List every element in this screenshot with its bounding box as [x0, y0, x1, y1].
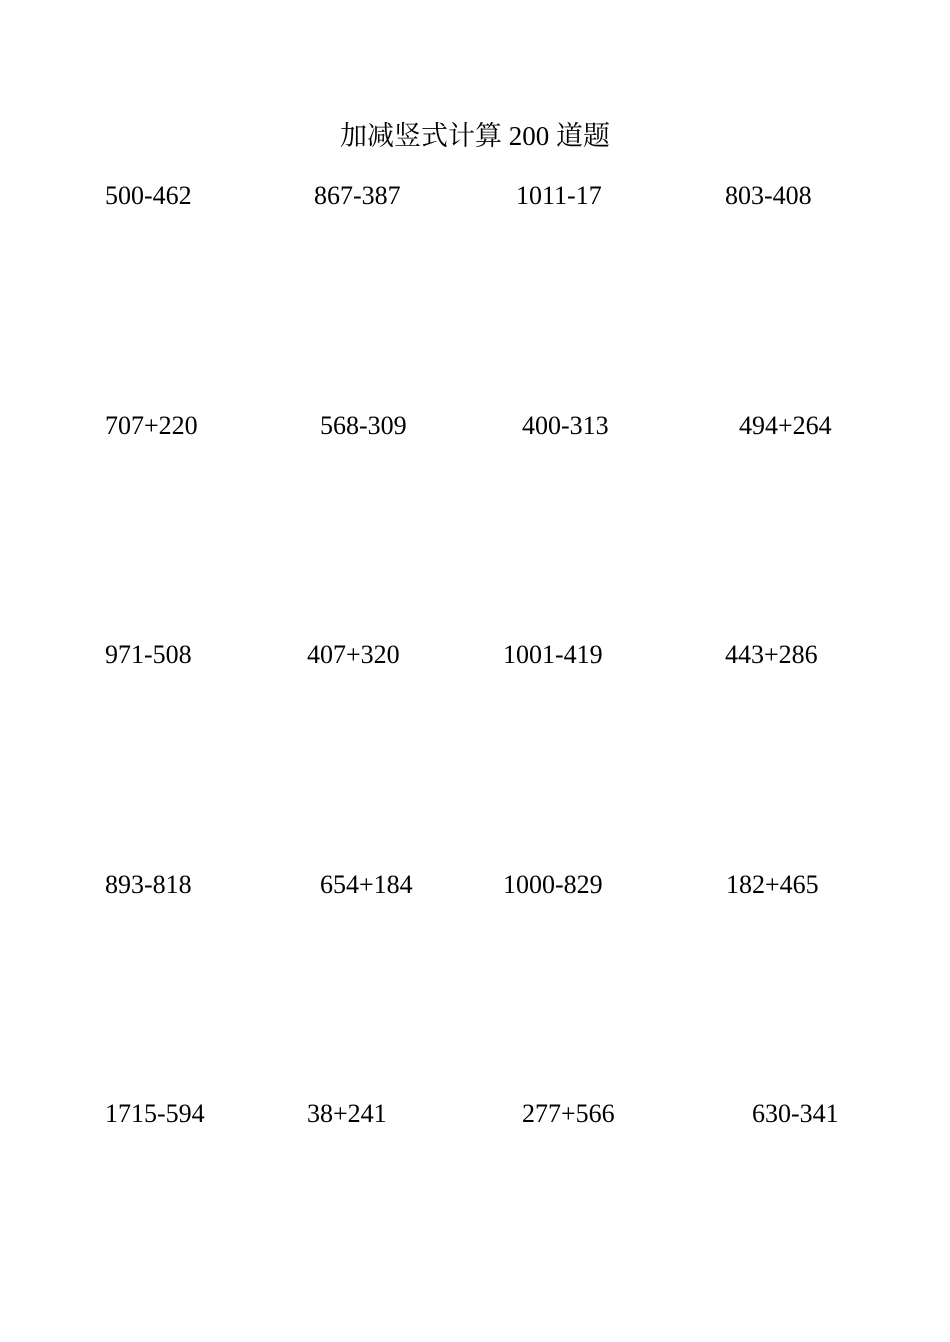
problem-r5-c3: 277+566	[522, 1099, 615, 1128]
problem-r1-c3: 1011-17	[516, 181, 602, 210]
problem-r1-c4: 803-408	[725, 181, 812, 210]
problem-r3-c3: 1001-419	[503, 640, 603, 669]
problem-r2-c3: 400-313	[522, 411, 609, 440]
problem-r4-c1: 893-818	[105, 870, 192, 899]
problem-r1-c2: 867-387	[314, 181, 401, 210]
problem-r3-c4: 443+286	[725, 640, 818, 669]
page-title: 加减竖式计算 200 道题	[340, 121, 610, 151]
problem-r2-c2: 568-309	[320, 411, 407, 440]
problem-r5-c4: 630-341	[752, 1099, 839, 1128]
problem-r4-c2: 654+184	[320, 870, 413, 899]
problem-r5-c2: 38+241	[307, 1099, 387, 1128]
problem-r2-c4: 494+264	[739, 411, 832, 440]
problem-r4-c3: 1000-829	[503, 870, 603, 899]
problem-r3-c1: 971-508	[105, 640, 192, 669]
problem-r2-c1: 707+220	[105, 411, 198, 440]
problem-r4-c4: 182+465	[726, 870, 819, 899]
problem-r3-c2: 407+320	[307, 640, 400, 669]
problem-r1-c1: 500-462	[105, 181, 192, 210]
problem-r5-c1: 1715-594	[105, 1099, 205, 1128]
